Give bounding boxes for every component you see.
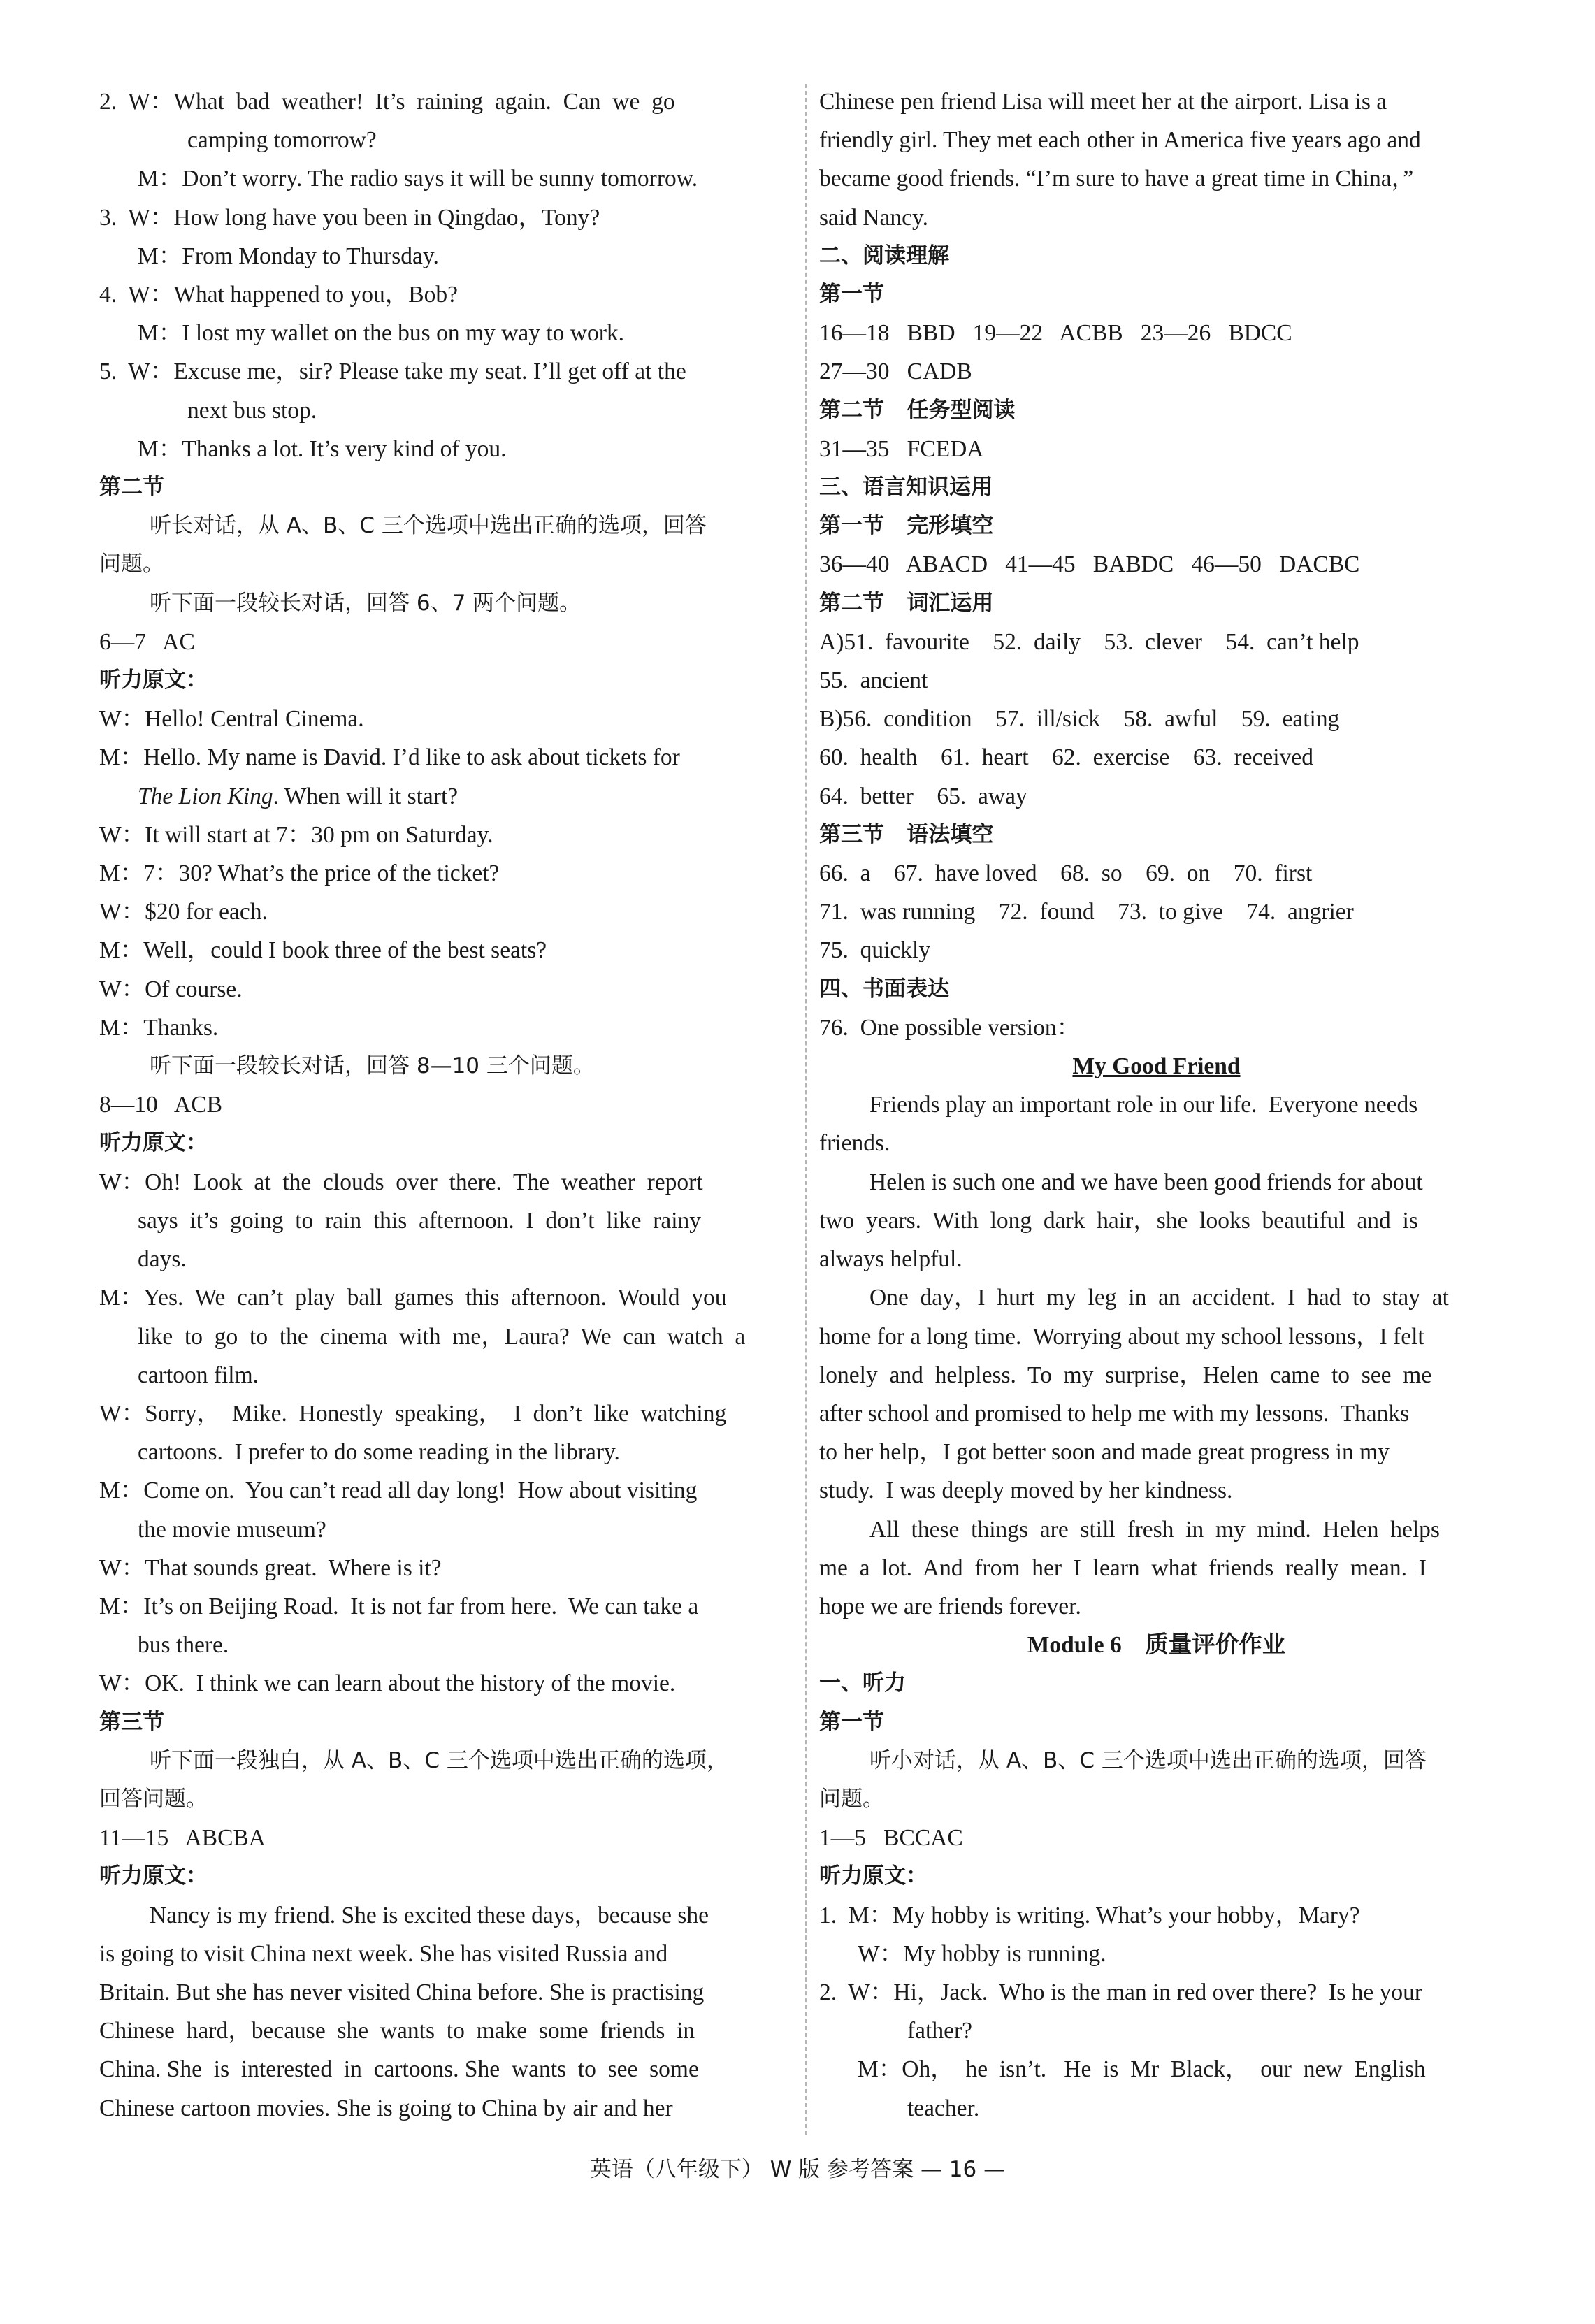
- right-line: after school and promised to help me with my lessons. Thanks: [819, 1400, 1410, 1427]
- right-line: 第二节 任务型阅读: [819, 397, 1016, 423]
- right-line: 二、阅读理解: [819, 243, 949, 268]
- left-line: next bus stop.: [187, 397, 317, 424]
- right-line: 听力原文：: [819, 1863, 928, 1889]
- left-line: 听力原文：: [99, 1863, 208, 1889]
- left-line: 4. W：What happened to you，Bob?: [99, 282, 458, 308]
- right-line: 第二节 词汇运用: [819, 590, 994, 616]
- left-line: M：Come on. You can’t read all day long! How about visiting: [99, 1478, 698, 1504]
- right-line: friendly girl. They met each other in America five years ago and: [819, 127, 1421, 154]
- right-line: 64. better 65. away: [819, 783, 1027, 809]
- left-line: 第三节: [99, 1709, 164, 1735]
- left-line: M：Thanks.: [99, 1014, 219, 1041]
- right-line: to her help，I got better soon and made great progress in my: [819, 1439, 1390, 1466]
- left-line: 第二节: [99, 475, 164, 500]
- right-line: 三、语言知识运用: [819, 475, 993, 500]
- right-line: 1—5 BCCAC: [819, 1825, 963, 1852]
- left-line: W：It will start at 7：30 pm on Saturday.: [99, 821, 493, 848]
- left-line: China. She is interested in cartoons. She wants to see some: [99, 2056, 699, 2083]
- right-line: teacher.: [907, 2095, 980, 2121]
- right-line: said Nancy.: [819, 204, 928, 231]
- left-line: 听力原文：: [99, 1130, 208, 1156]
- left-line: 回答问题。: [99, 1786, 208, 1812]
- left-line: M：Thanks a lot. It’s very kind of you.: [138, 435, 507, 462]
- right-line: 31—35 FCEDA: [819, 435, 984, 462]
- right-line: Helen is such one and we have been good friends for about: [869, 1169, 1423, 1195]
- left-line: W：OK. I think we can learn about the history of the movie.: [99, 1670, 676, 1697]
- left-line: camping tomorrow?: [187, 127, 377, 154]
- right-line: 第一节: [819, 1709, 884, 1735]
- right-line: 1. M：My hobby is writing. What’s your hobby，Mary?: [819, 1902, 1360, 1928]
- right-line: 四、书面表达: [819, 976, 949, 1002]
- left-line: 听下面一段独白，从 A、B、C 三个选项中选出正确的选项，: [150, 1747, 728, 1773]
- right-line: 76. One possible version：: [819, 1014, 1081, 1041]
- right-line: 第一节: [819, 282, 884, 308]
- right-line: Module 6 质量评价作业: [1027, 1632, 1286, 1659]
- left-line: days.: [138, 1246, 187, 1273]
- left-line: 听长对话，从 A、B、C 三个选项中选出正确的选项，回答: [150, 513, 707, 539]
- right-line: M：Oh， he isn’t. He is Mr Black， our new English: [858, 2056, 1426, 2083]
- right-column: [819, 82, 1494, 2128]
- left-line: 听力原文：: [99, 667, 208, 693]
- left-line: 8—10 ACB: [99, 1092, 222, 1118]
- right-line: B)56. condition 57. ill/sick 58. awful 59. eating: [819, 706, 1340, 732]
- right-line: W：My hobby is running.: [858, 1940, 1106, 1967]
- left-line: M：Hello. My name is David. I’d like to ask about tickets for: [99, 744, 680, 771]
- column-divider: [805, 84, 807, 2135]
- right-line: A)51. favourite 52. daily 53. clever 54. can’t help: [819, 628, 1359, 655]
- left-line: says it’s going to rain this afternoon. I don’t like rainy: [138, 1207, 702, 1234]
- right-line: hope we are friends forever.: [819, 1593, 1081, 1619]
- left-line: 听下面一段较长对话，回答 8—10 三个问题。: [150, 1053, 595, 1079]
- right-line: One day，I hurt my leg in an accident. I had to stay at: [869, 1285, 1449, 1311]
- left-line: M：Yes. We can’t play ball games this afternoon. Would you: [99, 1285, 727, 1311]
- right-line: became good friends. “I’m sure to have a great time in China，”: [819, 166, 1414, 192]
- left-line: like to go to the cinema with me，Laura? We can watch a: [138, 1323, 746, 1350]
- left-line: 2. W：What bad weather! It’s raining again. Can we go: [99, 89, 675, 115]
- left-line: W：Of course.: [99, 976, 243, 1002]
- right-line: 问题。: [819, 1786, 884, 1812]
- right-line: two years. With long dark hair，she looks beautiful and is: [819, 1207, 1418, 1234]
- right-line: 60. health 61. heart 62. exercise 63. received: [819, 744, 1313, 771]
- left-line: W：$20 for each.: [99, 899, 268, 925]
- left-line: M：It’s on Beijing Road. It is not far from here. We can take a: [99, 1593, 699, 1619]
- right-line: My Good Friend: [1072, 1053, 1241, 1080]
- right-line: 55. ancient: [819, 667, 928, 694]
- right-line: 第三节 语法填空: [819, 821, 994, 847]
- right-line: 66. a 67. have loved 68. so 69. on 70. first: [819, 860, 1313, 887]
- left-line: 问题。: [99, 551, 164, 577]
- right-line: Chinese pen friend Lisa will meet her at the airport. Lisa is a: [819, 89, 1387, 115]
- right-line: always helpful.: [819, 1246, 962, 1273]
- right-line: father?: [907, 2018, 972, 2044]
- right-line: lonely and helpless. To my surprise，Helen came to see me: [819, 1362, 1432, 1388]
- right-line: study. I was deeply moved by her kindness.: [819, 1478, 1233, 1504]
- left-line: M：From Monday to Thursday.: [138, 243, 439, 269]
- left-line: 6—7 AC: [99, 628, 195, 655]
- left-line: Chinese cartoon movies. She is going to China by air and her: [99, 2095, 673, 2121]
- page-footer: 英语（八年级下） W 版 参考答案 — 16 —: [589, 2157, 1006, 2182]
- right-line: me a lot. And from her I learn what friends really mean. I: [819, 1554, 1427, 1581]
- right-line: 27—30 CADB: [819, 359, 972, 385]
- left-line: W：Hello! Central Cinema.: [99, 706, 364, 732]
- left-line: M：7：30? What’s the price of the ticket?: [99, 860, 500, 887]
- left-line: Chinese hard，because she wants to make some friends in: [99, 2018, 695, 2044]
- left-line: cartoon film.: [138, 1362, 259, 1388]
- left-line: is going to visit China next week. She has visited Russia and: [99, 1940, 668, 1967]
- left-line: 3. W：How long have you been in Qingdao，Tony?: [99, 204, 600, 231]
- left-column: [99, 82, 772, 2128]
- right-line: home for a long time. Worrying about my school lessons，I felt: [819, 1323, 1424, 1350]
- left-line: Nancy is my friend. She is excited these days，because she: [150, 1902, 709, 1928]
- left-line: 听下面一段较长对话，回答 6、7 两个问题。: [150, 590, 582, 616]
- right-line: All these things are still fresh in my mind. Helen helps: [869, 1516, 1440, 1543]
- left-line: bus there.: [138, 1632, 229, 1659]
- left-line: W：Sorry， Mike. Honestly speaking， I don’t like watching: [99, 1400, 727, 1427]
- right-line: 第一节 完形填空: [819, 513, 994, 539]
- right-line: Friends play an important role in our life. Everyone needs: [869, 1092, 1418, 1118]
- right-line: 听小对话，从 A、B、C 三个选项中选出正确的选项，回答: [869, 1747, 1427, 1773]
- left-line: M：I lost my wallet on the bus on my way to work.: [138, 320, 624, 347]
- left-line: cartoons. I prefer to do some reading in the library.: [138, 1439, 620, 1466]
- right-line: 2. W：Hi，Jack. Who is the man in red over there? Is he your: [819, 1979, 1423, 2005]
- left-line: Britain. But she has never visited China before. She is practising: [99, 1979, 705, 2005]
- left-line: the movie museum?: [138, 1516, 326, 1543]
- right-line: 71. was running 72. found 73. to give 74. angrier: [819, 899, 1354, 925]
- right-line: 75. quickly: [819, 937, 931, 964]
- left-line: The Lion King. When will it start?: [138, 783, 459, 809]
- left-line: M：Don’t worry. The radio says it will be sunny tomorrow.: [138, 166, 698, 192]
- left-line: W：That sounds great. Where is it?: [99, 1554, 442, 1581]
- left-line: 5. W：Excuse me，sir? Please take my seat. I’ll get off at the: [99, 359, 686, 385]
- left-line: M：Well，could I book three of the best seats?: [99, 937, 547, 964]
- right-line: friends.: [819, 1130, 890, 1157]
- left-line: 11—15 ABCBA: [99, 1825, 266, 1852]
- right-line: 36—40 ABACD 41—45 BABDC 46—50 DACBC: [819, 551, 1360, 578]
- left-line: W：Oh! Look at the clouds over there. The weather report: [99, 1169, 703, 1195]
- right-line: 16—18 BBD 19—22 ACBB 23—26 BDCC: [819, 320, 1292, 347]
- right-line: 一、听力: [819, 1670, 906, 1696]
